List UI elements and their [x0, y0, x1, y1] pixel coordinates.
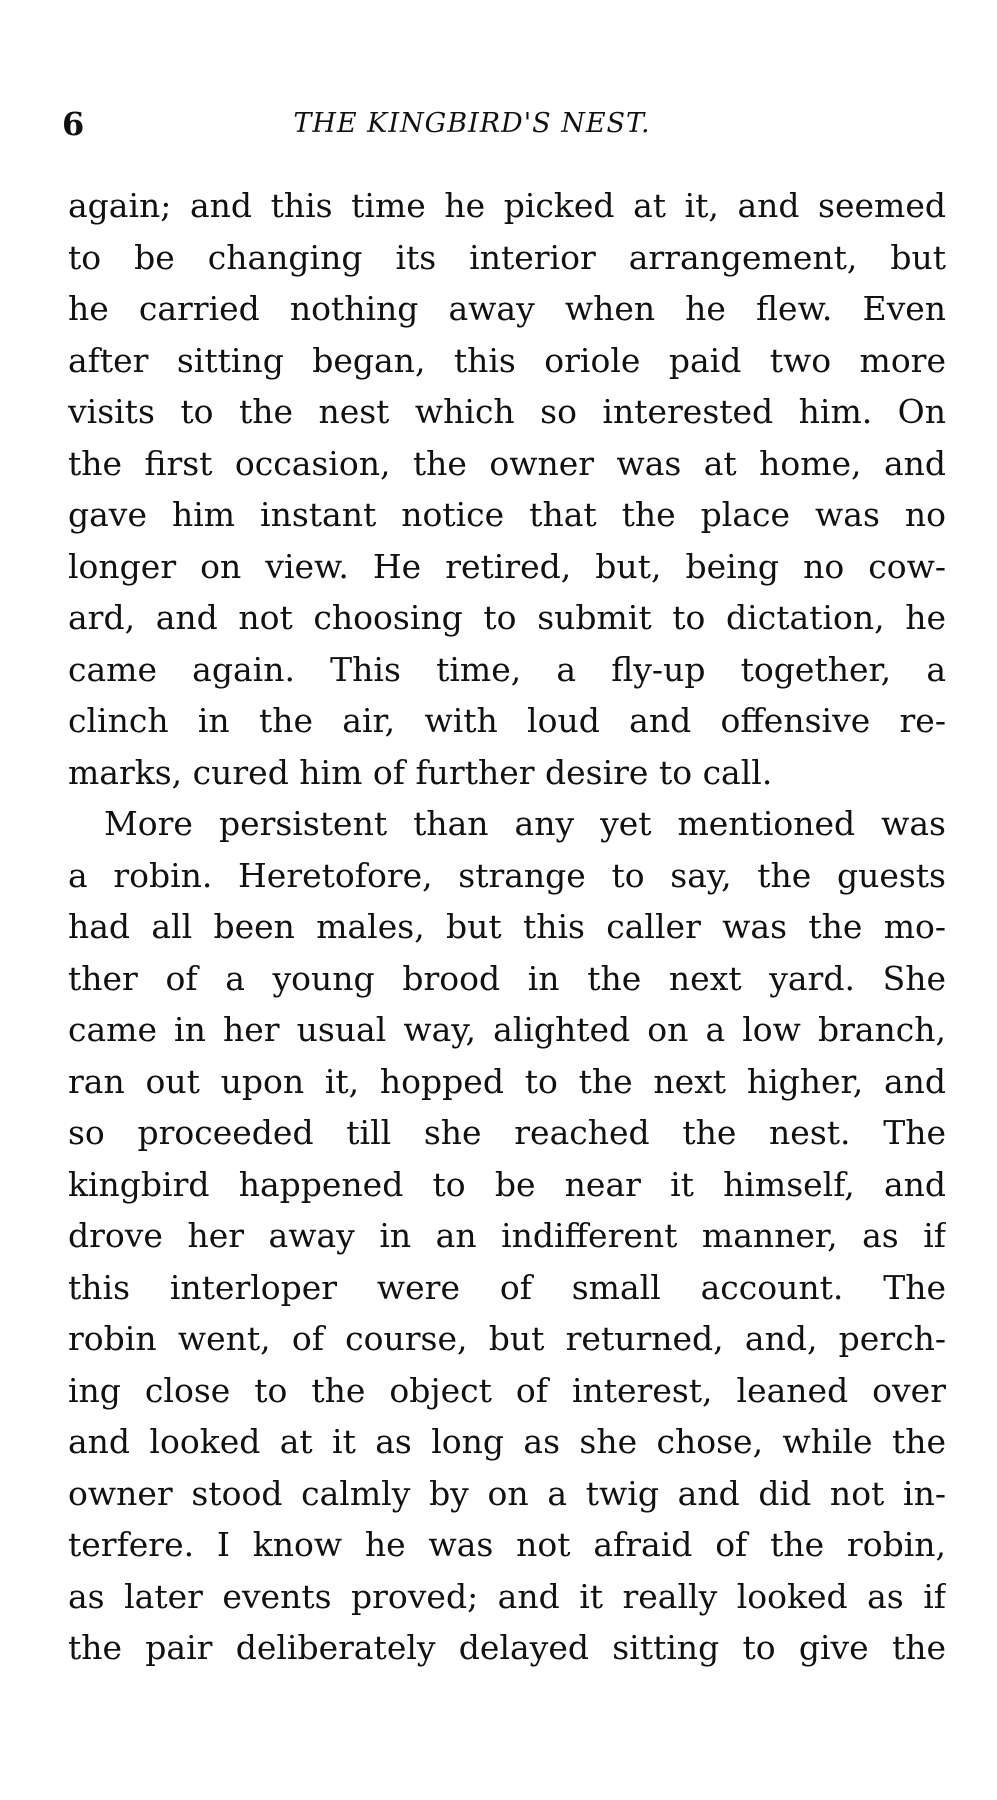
text-line: the pair deliberately delayed sitting to give the — [68, 1628, 946, 1667]
text-line: ard, and not choosing to submit to dictation, he — [68, 598, 946, 637]
text-line: after sitting began, this oriole paid two more — [68, 340, 946, 380]
text-line: longer on view. He retired, but, being no cow- — [68, 546, 946, 586]
text-line: a robin. Heretofore, strange to say, the guests — [68, 855, 946, 895]
text-line: he carried nothing away when he flew. Even — [68, 289, 946, 328]
text-line: gave him instant notice that the place was no — [68, 495, 946, 534]
text-line: ran out upon it, hopped to the next higher, and — [68, 1061, 946, 1101]
text-line: came again. This time, a fly-up together, a — [68, 649, 946, 689]
text-line: and looked at it as long as she chose, while the — [68, 1422, 946, 1461]
paragraph-start-line: More persistent than any yet mentioned was — [104, 804, 946, 843]
text-line: the first occasion, the owner was at home, and — [68, 443, 946, 483]
text-line: kingbird happened to be near it himself, and — [68, 1164, 946, 1204]
paragraph-end-line: marks, cured him of further desire to call. — [68, 752, 773, 792]
text-line: again; and this time he picked at it, and seemed — [68, 186, 946, 225]
running-head — [62, 100, 942, 148]
page-number: 6 — [62, 105, 85, 143]
text-line: as later events proved; and it really looked as if — [68, 1576, 946, 1616]
text-line: terfere. I know he was not afraid of the robin, — [68, 1525, 946, 1564]
body-text — [68, 180, 946, 1674]
text-line: came in her usual way, alighted on a low branch, — [68, 1010, 946, 1049]
text-line: robin went, of course, but returned, and, perch- — [68, 1319, 946, 1358]
text-line: to be changing its interior arrangement, but — [68, 237, 946, 277]
text-line: owner stood calmly by on a twig and did not in- — [68, 1473, 946, 1513]
text-line: drove her away in an indifferent manner, as if — [68, 1216, 946, 1255]
text-line: visits to the nest which so interested him. On — [68, 392, 946, 431]
text-line: ther of a young brood in the next yard. She — [68, 958, 946, 998]
text-line: had all been males, but this caller was the mo- — [68, 907, 946, 946]
running-title: THE KINGBIRD'S NEST. — [293, 108, 651, 139]
text-line: ing close to the object of interest, leaned over — [68, 1370, 946, 1410]
text-line: this interloper were of small account. The — [68, 1267, 946, 1307]
text-line: clinch in the air, with loud and offensive re- — [68, 701, 946, 740]
text-line: so proceeded till she reached the nest. The — [68, 1113, 946, 1152]
